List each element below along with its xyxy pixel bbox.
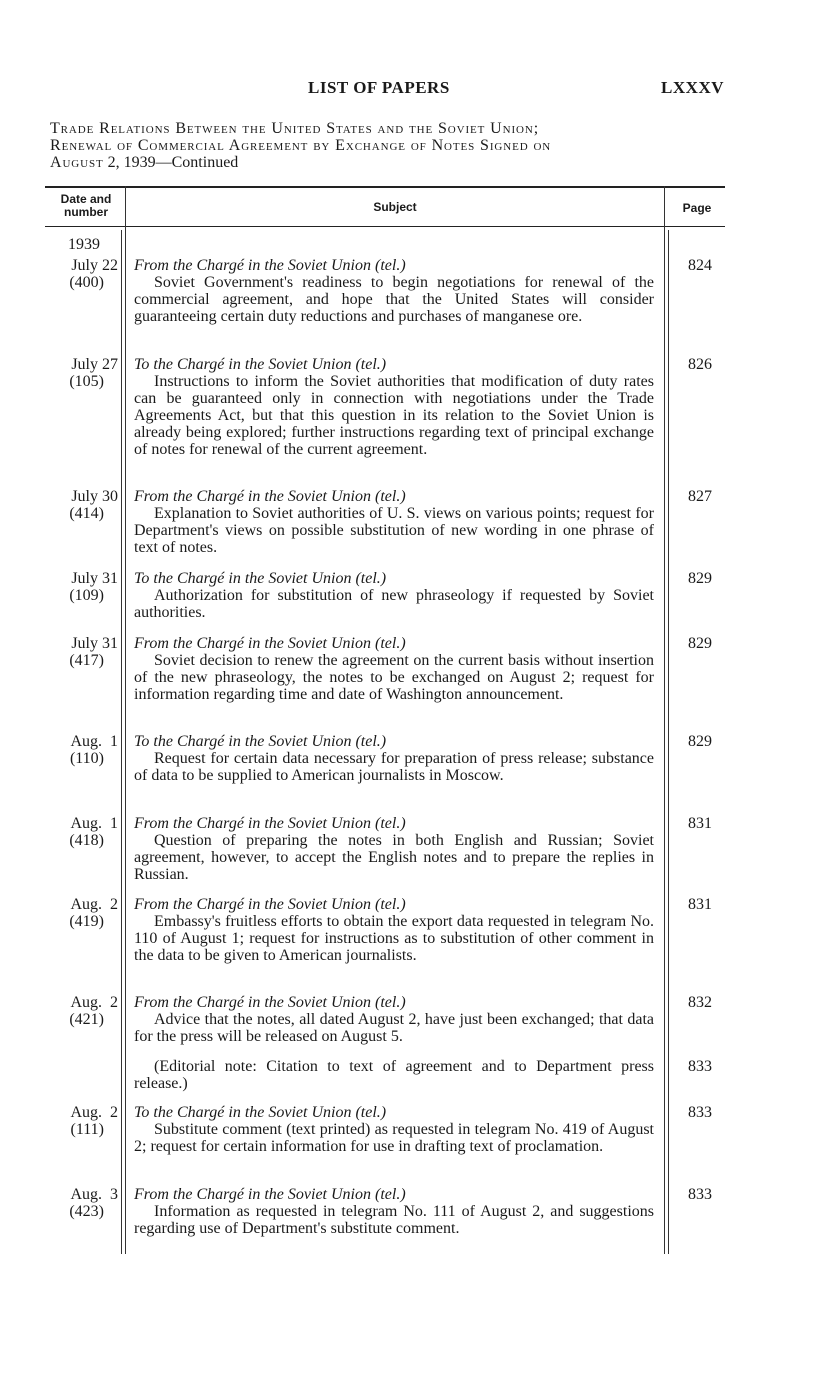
entry-date: Aug. 1	[70, 815, 118, 832]
entry-recipient: From the Chargé in the Soviet Union (tel.)	[134, 488, 406, 505]
entry-date: Aug. 3	[70, 1186, 118, 1203]
entry-body	[134, 257, 654, 325]
entry-number: (110)	[69, 750, 104, 767]
entry-body	[134, 733, 654, 784]
entry-number: (423)	[69, 1203, 104, 1220]
entry-subject: Soviet decision to renew the agreement on the current basis without insertion of the new phraseology, the notes to be exchanged on August 2; request for information regarding time and date of Washington announcement.	[134, 652, 654, 703]
section-heading-continued: 2, 1939—Continued	[103, 154, 239, 171]
entry-recipient: To the Chargé in the Soviet Union (tel.)	[134, 733, 387, 750]
entry-subject: Question of preparing the notes in both English and Russian; Soviet agreement, however, to accept the English notes and to prepare the replies in Russian.	[134, 832, 654, 883]
entry-body	[134, 488, 654, 556]
entry-date: July 27	[71, 356, 118, 373]
entry-number: (418)	[69, 832, 104, 849]
entry-recipient: From the Chargé in the Soviet Union (tel.)	[134, 1186, 406, 1203]
column-rule-left-inner	[121, 230, 122, 1254]
entry-page: 833	[688, 1186, 712, 1203]
entry-page: 826	[688, 356, 712, 373]
entry-number: (421)	[69, 1011, 104, 1028]
entry-page: 831	[688, 815, 712, 832]
entry-number: (419)	[69, 913, 104, 930]
entry-subject: Substitute comment (text printed) as requested in telegram No. 419 of August 2; request for certain information for use in drafting text of proclamation.	[134, 1121, 654, 1155]
entry-date: July 31	[71, 570, 118, 587]
entry-recipient: To the Chargé in the Soviet Union (tel.)	[134, 356, 387, 373]
entry-body	[134, 994, 654, 1045]
entry-body	[134, 356, 654, 458]
section-heading-line: Trade Relations Between the United States and the Soviet Union;	[50, 120, 540, 137]
entry-subject: (Editorial note: Citation to text of agreement and to Department press release.)	[134, 1058, 654, 1092]
entry-recipient: From the Chargé in the Soviet Union (tel.)	[134, 896, 406, 913]
entry-number: (400)	[69, 274, 104, 291]
entry-number: (417)	[69, 652, 104, 669]
entry-body	[134, 635, 654, 703]
column-header-date: Date and number	[60, 192, 112, 219]
entry-page: 824	[688, 257, 712, 274]
entry-recipient: From the Chargé in the Soviet Union (tel.)	[134, 815, 406, 832]
entry-body	[134, 896, 654, 964]
column-header-subject: Subject	[373, 200, 417, 214]
entry-body	[134, 815, 654, 883]
table-top-rule	[45, 186, 725, 188]
table-header-rule	[45, 226, 725, 227]
section-heading-line: August	[50, 154, 104, 171]
running-title: LIST OF PAPERS	[308, 78, 450, 97]
entry-date: Aug. 2	[70, 994, 118, 1011]
entry-page: 833	[688, 1058, 712, 1075]
entry-body	[134, 1186, 654, 1237]
entry-body	[134, 1058, 654, 1092]
entry-date: Aug. 2	[70, 896, 118, 913]
entry-body	[134, 570, 654, 621]
entry-page: 829	[688, 733, 712, 750]
entry-subject: Instructions to inform the Soviet authorities that modification of duty rates can be guaranteed only in connection with negotiations under the Trade Agreements Act, but that this question in its relation to the Soviet Union is already being explored; further instructions regarding text of principal exchange of notes for renewal of the current agreement.	[134, 373, 654, 458]
column-header-page: Page	[682, 201, 712, 215]
column-rule-right-inner	[668, 230, 669, 1254]
entry-recipient: From the Chargé in the Soviet Union (tel.)	[134, 994, 406, 1011]
entry-subject: Information as requested in telegram No. 111 of August 2, and suggestions regarding use of Department's substitute comment.	[134, 1203, 654, 1237]
entry-date: Aug. 2	[70, 1104, 118, 1121]
section-heading-line: Renewal of Commercial Agreement by Exchange of Notes Signed on	[50, 137, 552, 154]
page-number: LXXXV	[661, 78, 724, 97]
column-rule-left	[125, 186, 126, 1254]
entry-number: (105)	[69, 373, 104, 390]
entry-subject: Embassy's fruitless efforts to obtain the export data requested in telegram No. 110 of August 1; request for instructions as to substitution of other comment in the data to be given to American journalists.	[134, 913, 654, 964]
column-rule-right	[664, 186, 665, 1254]
year-label: 1939	[68, 236, 100, 253]
entry-page: 831	[688, 896, 712, 913]
entry-date: July 31	[71, 635, 118, 652]
entry-date: July 22	[71, 257, 118, 274]
entry-number: (414)	[69, 505, 104, 522]
entry-recipient: From the Chargé in the Soviet Union (tel.)	[134, 635, 406, 652]
entry-recipient: To the Chargé in the Soviet Union (tel.)	[134, 570, 387, 587]
entry-page: 833	[688, 1104, 712, 1121]
entry-body	[134, 1104, 654, 1155]
entry-date: Aug. 1	[70, 733, 118, 750]
entry-page: 829	[688, 635, 712, 652]
entry-subject: Request for certain data necessary for preparation of press release; substance of data to be supplied to American journalists in Moscow.	[134, 750, 654, 784]
entry-date: July 30	[71, 488, 118, 505]
entry-recipient: From the Chargé in the Soviet Union (tel.)	[134, 257, 406, 274]
entry-recipient: To the Chargé in the Soviet Union (tel.)	[134, 1104, 387, 1121]
section-heading	[50, 120, 730, 171]
entry-number: (109)	[69, 587, 104, 604]
entry-subject: Soviet Government's readiness to begin negotiations for renewal of the commercial agreement, and hope that the United States will consider guaranteeing certain duty reductions and purchases of manganese ore.	[134, 274, 654, 325]
entry-page: 829	[688, 570, 712, 587]
entry-subject: Authorization for substitution of new phraseology if requested by Soviet authorities.	[134, 587, 654, 621]
entry-number: (111)	[70, 1121, 104, 1138]
entry-subject: Advice that the notes, all dated August 2, have just been exchanged; that data for the press will be released on August 5.	[134, 1011, 654, 1045]
entry-page: 827	[688, 488, 712, 505]
entry-subject: Explanation to Soviet authorities of U. S. views on various points; request for Department's views on possible substitution of new wording in one phrase of text of notes.	[134, 505, 654, 556]
entry-page: 832	[688, 994, 712, 1011]
running-head	[0, 78, 824, 100]
